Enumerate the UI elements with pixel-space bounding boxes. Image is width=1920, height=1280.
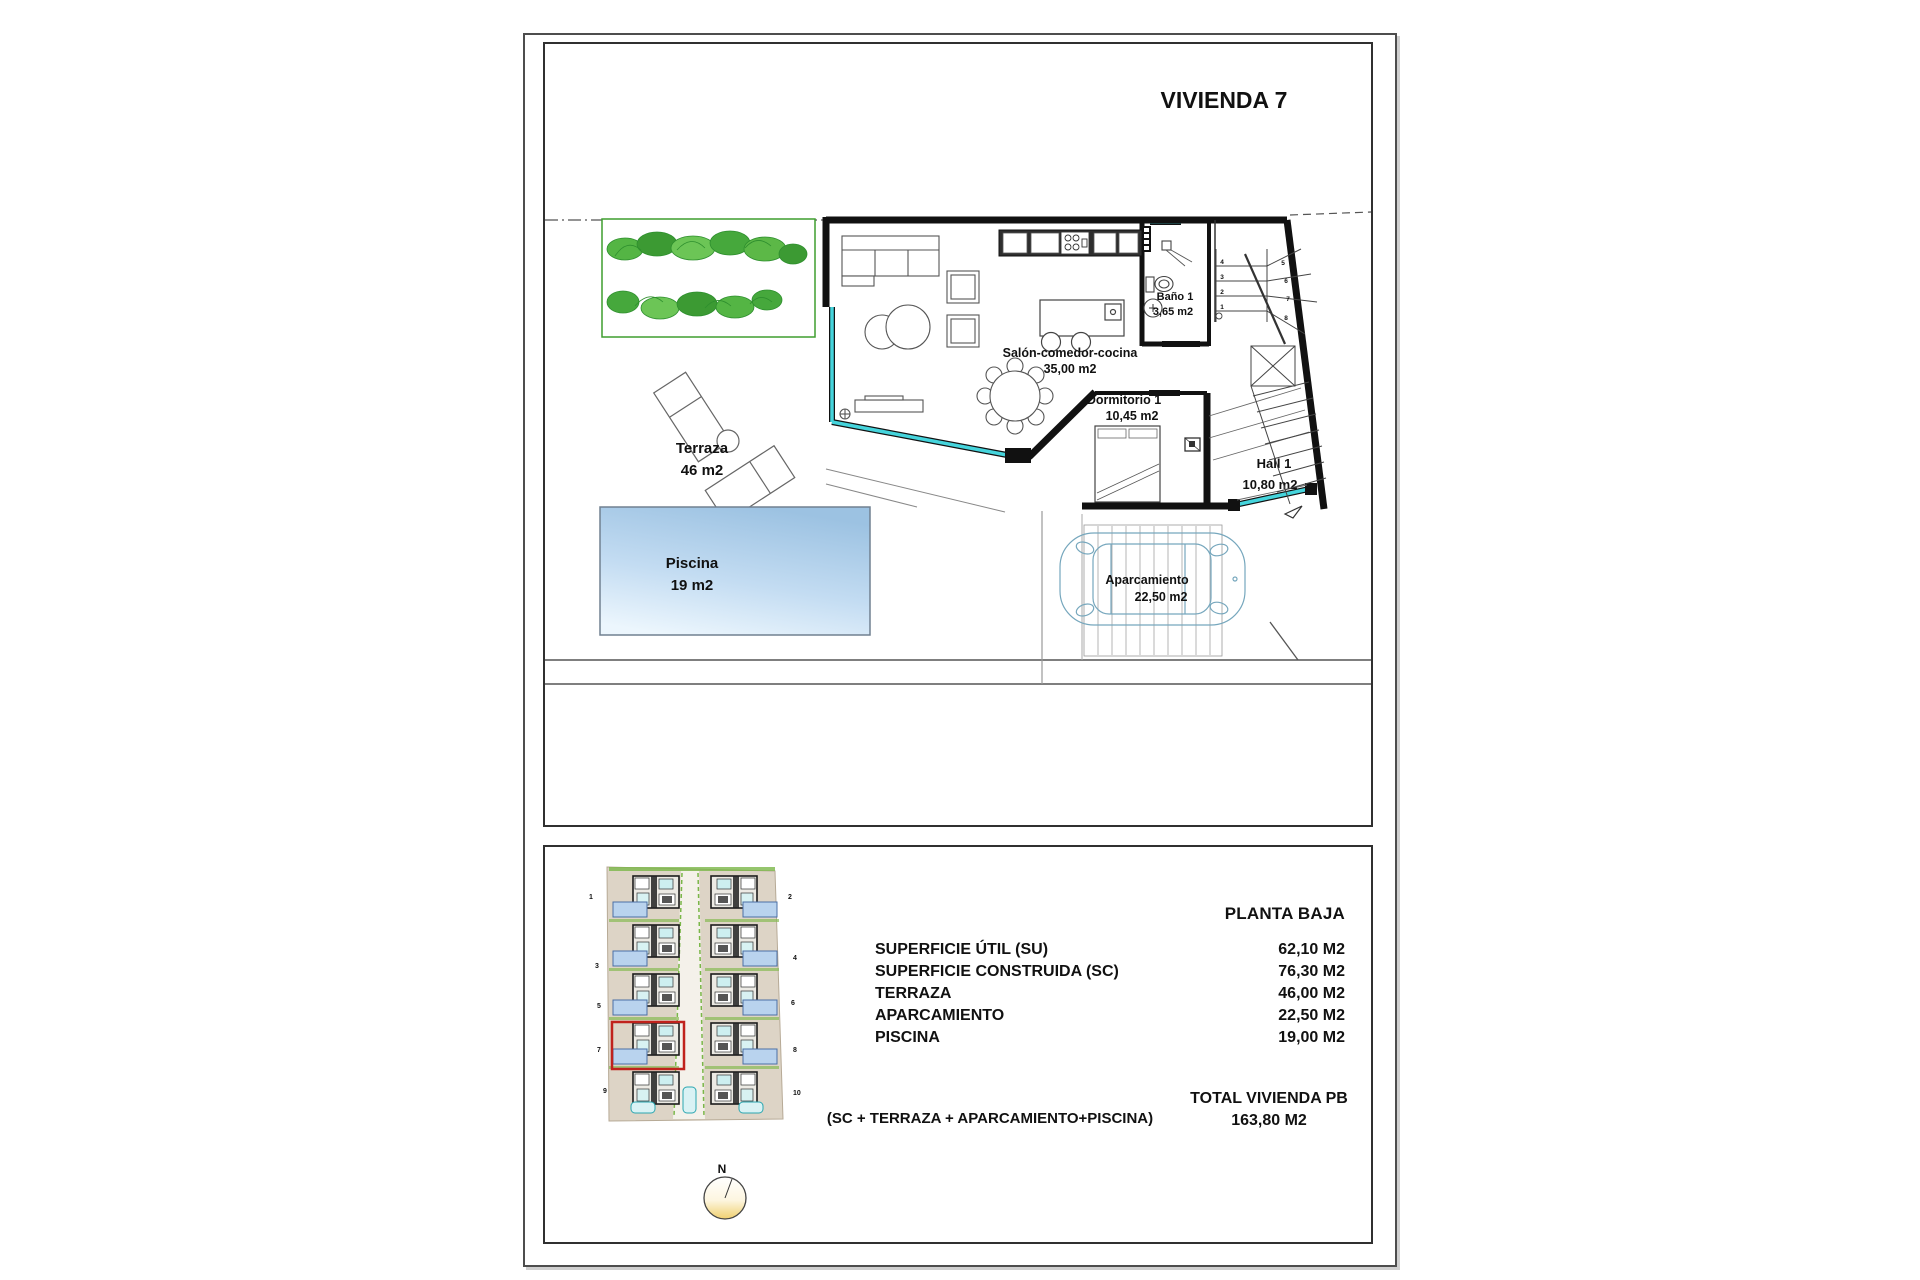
table-header: PLANTA BAJA bbox=[1224, 904, 1345, 923]
row-label: SUPERFICIE ÚTIL (SU) bbox=[875, 941, 1049, 958]
bedroom bbox=[1095, 426, 1200, 502]
kitchen-island bbox=[1040, 300, 1124, 352]
room-area-hall: 10,80 m2 bbox=[1242, 477, 1298, 492]
svg-text:8: 8 bbox=[1284, 315, 1288, 322]
table-row bbox=[875, 985, 1345, 1007]
compass-north-label: N bbox=[717, 1162, 727, 1176]
room-area-terraza: 46 m2 bbox=[680, 462, 724, 479]
stair-banister bbox=[1245, 254, 1285, 344]
areas-table bbox=[875, 941, 1345, 1051]
room-label-hall: Hall 1 bbox=[1256, 456, 1292, 471]
row-label: PISCINA bbox=[875, 1029, 940, 1046]
hob-icon bbox=[1061, 232, 1089, 254]
svg-text:4: 4 bbox=[793, 955, 797, 962]
room-area-aparcamiento: 22,50 m2 bbox=[1134, 590, 1188, 604]
room-label-dormitorio: Dormitorio 1 bbox=[1086, 393, 1162, 407]
dining-table bbox=[977, 358, 1053, 434]
svg-text:6: 6 bbox=[791, 1000, 795, 1007]
svg-text:10: 10 bbox=[793, 1090, 801, 1097]
floor-plan-panel bbox=[543, 42, 1373, 827]
svg-text:5: 5 bbox=[1281, 260, 1285, 267]
svg-text:1: 1 bbox=[589, 894, 593, 901]
svg-text:1: 1 bbox=[1220, 304, 1224, 311]
room-label-aparcamiento: Aparcamiento bbox=[1105, 573, 1189, 587]
site-plan bbox=[589, 867, 801, 1121]
carport bbox=[1060, 525, 1245, 656]
room-area-dormitorio: 10,45 m2 bbox=[1105, 409, 1159, 423]
wall-post bbox=[1228, 499, 1240, 511]
toilet-icon bbox=[1146, 277, 1154, 292]
svg-text:9: 9 bbox=[603, 1088, 607, 1095]
living-room-furniture bbox=[840, 236, 979, 419]
total-label: TOTAL VIVIENDA PB bbox=[1190, 1090, 1348, 1107]
total-formula: (SC + TERRAZA + APARCAMIENTO+PISCINA) bbox=[826, 1110, 1154, 1127]
row-label: APARCAMIENTO bbox=[875, 1007, 1005, 1024]
svg-text:4: 4 bbox=[1220, 259, 1224, 266]
pool bbox=[600, 507, 870, 635]
row-value: 22,50 M2 bbox=[1278, 1007, 1345, 1024]
page-title: VIVIENDA 7 bbox=[1160, 87, 1288, 113]
window-symbol bbox=[1185, 438, 1200, 451]
room-area-piscina: 19 m2 bbox=[670, 577, 714, 594]
svg-text:2: 2 bbox=[1220, 289, 1224, 296]
kitchen-counter bbox=[999, 230, 1142, 256]
total-value: 163,80 M2 bbox=[1231, 1112, 1307, 1129]
row-value: 76,30 M2 bbox=[1278, 963, 1345, 980]
garden-planter bbox=[602, 219, 815, 337]
room-label-bano: Baño 1 bbox=[1156, 291, 1194, 303]
plan-sheet bbox=[523, 33, 1397, 1267]
room-label-salon: Salón-comedor-cocina bbox=[1002, 346, 1138, 360]
table-row bbox=[875, 941, 1345, 963]
stair-numbers bbox=[1220, 259, 1290, 322]
svg-text:2: 2 bbox=[788, 894, 792, 901]
bathroom bbox=[1142, 226, 1192, 317]
room-area-bano: 3,65 m2 bbox=[1152, 306, 1194, 318]
svg-text:3: 3 bbox=[1220, 274, 1224, 281]
svg-text:7: 7 bbox=[597, 1047, 601, 1054]
summary-panel bbox=[543, 845, 1373, 1244]
shower-icon bbox=[1162, 241, 1171, 250]
svg-text:7: 7 bbox=[1286, 296, 1290, 303]
row-value: 19,00 M2 bbox=[1278, 1029, 1345, 1046]
table-row bbox=[875, 1029, 1345, 1051]
entrance-arrow-icon bbox=[1285, 506, 1302, 518]
row-value: 62,10 M2 bbox=[1278, 941, 1345, 958]
svg-text:5: 5 bbox=[597, 1003, 601, 1010]
floor-plan-drawing bbox=[545, 44, 1371, 825]
room-area-salon: 35,00 m2 bbox=[1043, 362, 1097, 376]
svg-text:3: 3 bbox=[595, 963, 599, 970]
total-block bbox=[1163, 1088, 1375, 1132]
compass bbox=[704, 1162, 746, 1219]
row-label: SUPERFICIE CONSTRUIDA (SC) bbox=[875, 963, 1119, 980]
room-label-terraza: Terraza bbox=[675, 440, 729, 457]
table-row bbox=[875, 1007, 1345, 1029]
room-label-piscina: Piscina bbox=[665, 555, 719, 572]
row-label: TERRAZA bbox=[875, 985, 952, 1002]
row-value: 46,00 M2 bbox=[1278, 985, 1345, 1002]
wall-post bbox=[1005, 448, 1031, 463]
svg-text:8: 8 bbox=[793, 1047, 797, 1054]
table-row bbox=[875, 963, 1345, 985]
svg-text:6: 6 bbox=[1284, 278, 1288, 285]
